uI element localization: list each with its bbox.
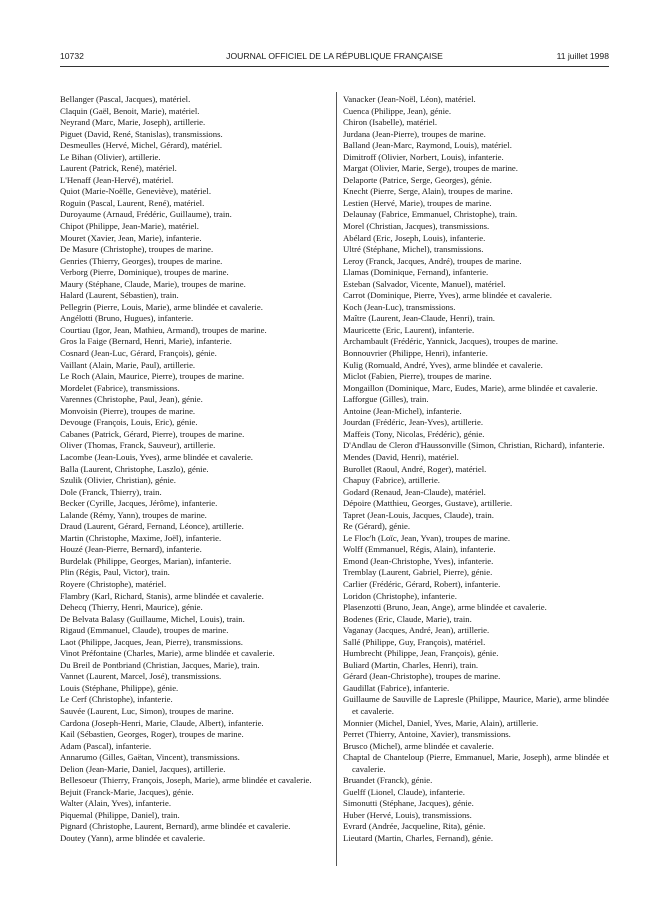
list-item: Devouge (François, Louis, Eric), génie. — [60, 417, 198, 428]
list-item: Halard (Laurent, Sébastien), train. — [60, 290, 179, 301]
list-item: Rigaud (Emmanuel, Claude), troupes de marine. — [60, 625, 229, 636]
list-item: Pellegrin (Pierre, Louis, Marie), arme blindée et cavalerie. — [60, 301, 263, 312]
list-item: Cosnard (Jean-Luc, Gérard, François), génie. — [60, 348, 217, 359]
list-item: Oliver (Thomas, Franck, Sauveur), artillerie. — [60, 440, 216, 451]
list-item: Draud (Laurent, Gérard, Fernand, Léonce), artillerie. — [60, 521, 244, 532]
list-item: Plasenzotti (Bruno, Jean, Ange), arme blindée et cavalerie. — [343, 602, 547, 613]
list-item: Balland (Jean-Marc, Raymond, Louis), matériel. — [343, 140, 512, 151]
list-item: Gérard (Jean-Christophe), troupes de marine. — [343, 671, 501, 682]
list-item: Tapret (Jean-Louis, Jacques, Claude), train. — [343, 509, 494, 520]
list-item: Walter (Alain, Yves), infanterie. — [60, 798, 171, 809]
list-item: Antoine (Jean-Michel), infanterie. — [343, 405, 462, 416]
list-item: Margat (Olivier, Marie, Serge), troupes de marine. — [343, 163, 518, 174]
left-column — [60, 94, 330, 845]
list-item: De Masure (Christophe), troupes de marine. — [60, 244, 214, 255]
list-item: Archambault (Frédéric, Yannick, Jacques), troupes de marine. — [343, 336, 558, 347]
list-item: Balla (Laurent, Christophe, Laszlo), génie. — [60, 463, 209, 474]
list-item: Loridon (Christophe), infanterie. — [343, 590, 457, 601]
list-item: Lestien (Hervé, Marie), troupes de marine. — [343, 197, 492, 208]
list-item: Piquemal (Philippe, Daniel), train. — [60, 809, 180, 820]
list-item: Le Bihan (Olivier), artillerie. — [60, 151, 161, 162]
list-item: Delaporte (Patrice, Serge, Georges), génie. — [343, 174, 492, 185]
list-item: Mouret (Xavier, Jean, Marie), infanterie. — [60, 232, 202, 243]
list-item: Vanacker (Jean-Noël, Léon), matériel. — [343, 94, 476, 104]
list-item: Kail (Sébastien, Georges, Roger), troupes de marine. — [60, 729, 244, 740]
list-item: Le Floc'h (Loïc, Jean, Yvan), troupes de marine. — [343, 532, 511, 543]
list-item: Duroyaume (Arnaud, Frédéric, Guillaume), train. — [60, 209, 232, 220]
list-item: Mauricette (Eric, Laurent), infanterie. — [343, 324, 475, 335]
list-item: Llamas (Dominique, Fernand), infanterie. — [343, 267, 489, 278]
list-item: Gros la Faige (Bernard, Henri, Marie), infanterie. — [60, 336, 232, 347]
list-item: Piguet (David, René, Stanislas), transmissions. — [60, 128, 223, 139]
list-item: Quiot (Marie-Noëlle, Geneviève), matériel. — [60, 186, 212, 197]
list-item: Roguin (Pascal, Laurent, René), matériel. — [60, 197, 205, 208]
list-item: Wolff (Emmanuel, Régis, Alain), infanterie. — [343, 544, 496, 555]
list-item: Lieutard (Martin, Charles, Fernand), génie. — [343, 833, 494, 843]
list-item: Mordelet (Fabrice), transmissions. — [60, 382, 180, 393]
list-item: Vannet (Laurent, Marcel, José), transmissions. — [60, 671, 222, 682]
list-item: Mendes (David, Henri), matériel. — [343, 451, 459, 462]
list-item: Sauvée (Laurent, Luc, Simon), troupes de marine. — [60, 705, 234, 716]
list-item: Bellesoeur (Thierry, François, Joseph, Marie), arme blindée et cavalerie. — [60, 775, 312, 786]
list-item: Du Breil de Pontbriand (Christian, Jacques, Marie), train. — [60, 659, 260, 670]
list-item: Bejuit (Franck-Marie, Jacques), génie. — [60, 786, 194, 797]
list-item: Gaudillat (Fabrice), infanterie. — [343, 682, 450, 693]
list-item: Chipot (Philippe, Jean-Marie), matériel. — [60, 221, 199, 232]
list-item: Abélard (Eric, Joseph, Louis), infanterie. — [343, 232, 486, 243]
list-item: Varennes (Christophe, Paul, Jean), génie. — [60, 394, 203, 405]
list-item: Courtiau (Igor, Jean, Mathieu, Armand), troupes de marine. — [60, 324, 267, 335]
column-divider — [336, 92, 337, 866]
page-number: 10732 — [60, 51, 84, 61]
list-item: Humbrecht (Philippe, Jean, François), génie. — [343, 648, 499, 659]
header-rule — [60, 66, 609, 67]
list-item: Le Roch (Alain, Maurice, Pierre), troupes de marine. — [60, 371, 245, 382]
list-item: Neyrand (Marc, Marie, Joseph), artillerie. — [60, 117, 206, 128]
list-item: Louis (Stéphane, Philippe), génie. — [60, 682, 179, 693]
list-item: Guillaume de Sauville de Lapresle (Philippe, Maurice, Marie), arme blindée et cavalerie. — [343, 694, 609, 716]
list-item: Dole (Franck, Thierry), train. — [60, 486, 162, 497]
list-item: Desmeulles (Hervé, Michel, Gérard), matériel. — [60, 140, 223, 151]
list-item: Jurdana (Jean-Pierre), troupes de marine. — [343, 128, 486, 139]
list-item: Vinot Préfontaine (Charles, Marie), arme blindée et cavalerie. — [60, 648, 275, 659]
list-item: Cabanes (Patrick, Gérard, Pierre), troupes de marine. — [60, 428, 245, 439]
list-item: Evrard (Andrée, Jacqueline, Rita), génie. — [343, 821, 486, 832]
list-item: Monnier (Michel, Daniel, Yves, Marie, Alain), artillerie. — [343, 717, 539, 728]
list-item: Delion (Jean-Marie, Daniel, Jacques), artillerie. — [60, 763, 226, 774]
list-item: Vaillant (Alain, Marie, Paul), artillerie. — [60, 359, 196, 370]
list-item: Burollet (Raoul, André, Roger), matériel. — [343, 463, 487, 474]
right-column — [343, 94, 609, 845]
list-item: Chaptal de Chanteloup (Pierre, Emmanuel, Marie, Joseph), arme blindée et cavalerie. — [343, 752, 609, 774]
list-item: Carlier (Frédéric, Gérard, Robert), infanterie. — [343, 578, 501, 589]
list-item: Bonnouvrier (Philippe, Henri), infanterie. — [343, 348, 488, 359]
list-item: Esteban (Salvador, Vicente, Manuel), matériel. — [343, 278, 506, 289]
list-item: Tremblay (Laurent, Gabriel, Pierre), génie. — [343, 567, 493, 578]
list-item: Vaganay (Jacques, André, Jean), artillerie. — [343, 625, 490, 636]
list-item: Morel (Christian, Jacques), transmissions. — [343, 221, 490, 232]
list-item: Plin (Régis, Paul, Victor), train. — [60, 567, 170, 578]
list-item: Angélotti (Bruno, Hugues), infanterie. — [60, 313, 194, 324]
list-item: Doutey (Yann), arme blindée et cavalerie. — [60, 833, 206, 843]
list-item: Szulik (Olivier, Christian), génie. — [60, 475, 176, 486]
list-item: Jourdan (Frédéric, Jean-Yves), artillerie. — [343, 417, 483, 428]
list-item: Martin (Christophe, Maxime, Joël), infanterie. — [60, 532, 222, 543]
list-item: Simonutti (Stéphane, Jacques), génie. — [343, 798, 474, 809]
list-item: Bellanger (Pascal, Jacques), matériel. — [60, 94, 191, 104]
list-item: Lacombe (Jean-Louis, Yves), arme blindée et cavalerie. — [60, 451, 253, 462]
list-item: L'Henaff (Jean-Hervé), matériel. — [60, 174, 174, 185]
list-item: D'Andlau de Cleron d'Haussonville (Simon, Christian, Richard), infanterie. — [343, 440, 605, 451]
list-item: Burdelak (Philippe, Georges, Marian), infanterie. — [60, 555, 232, 566]
list-item: Delaunay (Fabrice, Emmanuel, Christophe), train. — [343, 209, 518, 220]
list-item: Bruandet (Franck), génie. — [343, 775, 433, 786]
list-item: Maître (Laurent, Jean-Claude, Henri), train. — [343, 313, 495, 324]
list-item: Maury (Stéphane, Claude, Marie), troupes de marine. — [60, 278, 246, 289]
list-item: Buliard (Martin, Charles, Henri), train. — [343, 659, 479, 670]
list-item: Annarumo (Gilles, Gaëtan, Vincent), transmissions. — [60, 752, 240, 763]
list-item: De Belvata Balasy (Guillaume, Michel, Louis), train. — [60, 613, 245, 624]
list-item: Le Cerf (Christophe), infanterie. — [60, 694, 173, 705]
list-item: Carrot (Dominique, Pierre, Yves), arme blindée et cavalerie. — [343, 290, 552, 301]
list-item: Dimitroff (Olivier, Norbert, Louis), infanterie. — [343, 151, 504, 162]
page-header — [60, 51, 609, 65]
list-item: Adam (Pascal), infanterie. — [60, 740, 152, 751]
list-item: Knecht (Pierre, Serge, Alain), troupes de marine. — [343, 186, 513, 197]
list-item: Flambry (Karl, Richard, Stanis), arme blindée et cavalerie. — [60, 590, 264, 601]
list-item: Verborg (Pierre, Dominique), troupes de marine. — [60, 267, 229, 278]
list-item: Guelff (Lionel, Claude), infanterie. — [343, 786, 465, 797]
list-item: Laot (Philippe, Jacques, Jean, Pierre), transmissions. — [60, 636, 243, 647]
list-item: Genries (Thierry, Georges), troupes de marine. — [60, 255, 223, 266]
list-item: Laurent (Patrick, René), matériel. — [60, 163, 177, 174]
list-item: Houzé (Jean-Pierre, Bernard), infanterie. — [60, 544, 202, 555]
list-item: Miclot (Fabien, Pierre), troupes de marine. — [343, 371, 492, 382]
publication-date: 11 juillet 1998 — [556, 51, 609, 61]
list-item: Claquin (Gaël, Benoit, Marie), matériel. — [60, 105, 200, 116]
list-item: Perret (Thierry, Antoine, Xavier), transmissions. — [343, 729, 511, 740]
list-item: Pignard (Christophe, Laurent, Bernard), arme blindée et cavalerie. — [60, 821, 291, 832]
list-item: Royere (Christophe), matériel. — [60, 578, 167, 589]
list-item: Chapuy (Fabrice), artillerie. — [343, 475, 440, 486]
list-item: Dépoire (Matthieu, Georges, Gustave), artillerie. — [343, 498, 513, 509]
list-item: Cardona (Joseph-Henri, Marie, Claude, Albert), infanterie. — [60, 717, 264, 728]
list-item: Cuenca (Philippe, Jean), génie. — [343, 105, 452, 116]
list-item: Maffeis (Tony, Nicolas, Frédéric), génie. — [343, 428, 485, 439]
list-item: Brusco (Michel), arme blindée et cavalerie. — [343, 740, 494, 751]
list-item: Lalande (Rémy, Yann), troupes de marine. — [60, 509, 207, 520]
list-item: Becker (Cyrille, Jacques, Jérôme), infanterie. — [60, 498, 218, 509]
list-item: Mongaillon (Dominique, Marc, Eudes, Marie), arme blindée et cavalerie. — [343, 382, 598, 393]
list-item: Koch (Jean-Luc), transmissions. — [343, 301, 456, 312]
list-item: Monvoisin (Pierre), troupes de marine. — [60, 405, 196, 416]
list-item: Re (Gérard), génie. — [343, 521, 411, 532]
list-item: Sallé (Philippe, Guy, François), matériel. — [343, 636, 486, 647]
list-item: Ultré (Stéphane, Michel), transmissions. — [343, 244, 484, 255]
list-item: Dehecq (Thierry, Henri, Maurice), génie. — [60, 602, 203, 613]
list-item: Leroy (Franck, Jacques, André), troupes de marine. — [343, 255, 522, 266]
list-item: Emond (Jean-Christophe, Yves), infanterie. — [343, 555, 494, 566]
list-item: Kulig (Romuald, André, Yves), arme blindée et cavalerie. — [343, 359, 543, 370]
list-item: Godard (Renaud, Jean-Claude), matériel. — [343, 486, 486, 497]
list-item: Chiron (Isabelle), matériel. — [343, 117, 438, 128]
journal-title: JOURNAL OFFICIEL DE LA RÉPUBLIQUE FRANÇAISE — [226, 51, 443, 61]
list-item: Lafforgue (Gilles), train. — [343, 394, 429, 405]
list-item: Huber (Hervé, Louis), transmissions. — [343, 809, 472, 820]
list-item: Bodenes (Eric, Claude, Marie), train. — [343, 613, 472, 624]
